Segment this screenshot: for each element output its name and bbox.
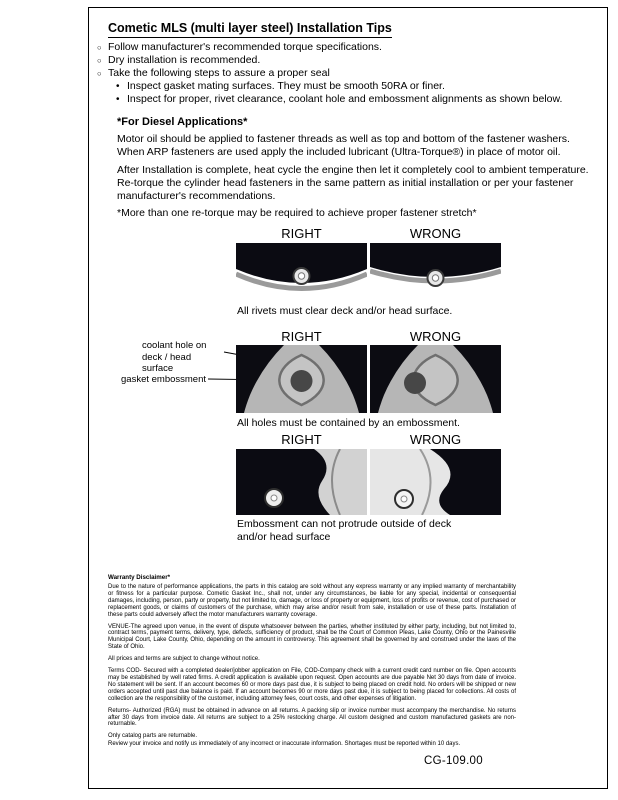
legal-paragraph: Review your invoice and notify us immediately of any incorrect or inaccurate information. Shortages must be reported within 10 days. bbox=[108, 741, 461, 748]
open-bullet-icon: ○ bbox=[97, 69, 102, 78]
rivet-clear-right-image bbox=[236, 243, 367, 300]
embossment-contained-right-image bbox=[236, 345, 367, 413]
open-bullet-icon: ○ bbox=[97, 56, 102, 65]
bullet-icon: • bbox=[116, 81, 120, 92]
figure3-wrong-label: WRONG bbox=[409, 432, 462, 447]
embossment-contained-wrong-image bbox=[370, 345, 501, 413]
diesel-paragraph-1: Motor oil should be applied to fastener threads as well as top and bottom of the fastener washers. When ARP fasteners are used apply the included lubricant (Ultra-Torque®) in place of motor oil. bbox=[117, 133, 570, 158]
diesel-applications-heading: *For Diesel Applications* bbox=[117, 116, 248, 128]
figure1-caption: All rivets must clear deck and/or head surface. bbox=[237, 305, 453, 317]
legal-paragraph: Returns- Authorized (RGA) must be obtained in advance on all returns. A packing slip or invoice number must accompany the merchandise. No returns after 30 days from invoice date. All returns are subject to a 25% restocking charge. All custom designed and custom manufactured gaskets are non-returnable. bbox=[108, 707, 516, 728]
embossment-protrude-wrong-image bbox=[370, 449, 501, 515]
figure1-wrong-label: WRONG bbox=[409, 226, 462, 241]
list-item: • Inspect for proper, rivet clearance, coolant hole and embossment alignments as shown below. bbox=[116, 93, 563, 105]
document-code: CG-109.00 bbox=[424, 755, 483, 767]
page-title: Cometic MLS (multi layer steel) Installation Tips bbox=[108, 21, 392, 38]
figure2-caption: All holes must be contained by an embossment. bbox=[237, 417, 460, 429]
figure3-caption: Embossment can not protrude outside of deck and/or head surface bbox=[237, 518, 452, 543]
figure1-right-panel bbox=[236, 243, 367, 300]
warranty-disclaimer-section bbox=[108, 574, 516, 753]
legal-paragraph: Due to the nature of performance applications, the parts in this catalog are sold without any express warranty or any implied warranty of merchantability or fitness for a particular purpose. Cometic Gasket Inc., shall not, under any circumstances, be liable for any special, incidental or consequential damages, including, person, party or property, but not limited to, damage, or loss of property or equipment, loss of profits or revenue, cost of purchased or replacement goods, or claims of customers of the purchase, which may arise and/or result from sale, installation or use of these parts. Installation of these parts could adversely affect the motor manufacturers warranty coverage. bbox=[108, 584, 516, 618]
list-item: ○ Dry installation is recommended. bbox=[97, 54, 261, 66]
rivet-clear-wrong-image bbox=[370, 243, 501, 300]
figure3-wrong-panel bbox=[370, 449, 501, 515]
warranty-disclaimer-heading: Warranty Disclaimer* bbox=[108, 574, 171, 581]
installation-tips-list bbox=[97, 41, 577, 106]
retorque-note: *More than one re-torque may be required to achieve proper fastener stretch* bbox=[117, 207, 477, 219]
figure2-wrong-label: WRONG bbox=[409, 329, 462, 344]
coolant-hole-callout: coolant hole on deck / head surface bbox=[142, 340, 207, 374]
figure2-right-label: RIGHT bbox=[281, 329, 322, 344]
figure2-right-panel bbox=[236, 345, 367, 413]
figure2-wrong-panel bbox=[370, 345, 501, 413]
gasket-embossment-callout: gasket embossment bbox=[121, 374, 207, 385]
figure1-right-label: RIGHT bbox=[281, 226, 322, 241]
list-item: ○ Follow manufacturer's recommended torque specifications. bbox=[97, 41, 382, 53]
legal-paragraph: VENUE-The agreed upon venue, in the event of dispute whatsoever between the parties, whether instituted by either party, including, but not limited to, contract terms, payment terms, delivery, type, defects, sufficiency of product, shall be the Court of Common Pleas, Lake County, Ohio or the Painesville Municipal Court, Lake County, Ohio, depending on the amount in controversy. This agreement shall be governed by and construed under the laws of the State of Ohio. bbox=[108, 623, 516, 651]
diesel-paragraph-2: After Installation is complete, heat cycle the engine then let it completely cool to ambient temperature. Re-torque the cylinder head fasteners in the same pattern as initial installation or per your fastener manufacturer's recommendations. bbox=[117, 164, 589, 202]
figure3-right-label: RIGHT bbox=[281, 432, 322, 447]
legal-paragraph: All prices and terms are subject to change without notice. bbox=[108, 656, 260, 663]
embossment-protrude-right-image bbox=[236, 449, 367, 515]
open-bullet-icon: ○ bbox=[97, 43, 102, 52]
bullet-icon: • bbox=[116, 94, 120, 105]
figure3-right-panel bbox=[236, 449, 367, 515]
legal-paragraph: Only catalog parts are returnable. bbox=[108, 733, 198, 740]
figure1-wrong-panel bbox=[370, 243, 501, 300]
legal-paragraph: Terms COD- Secured with a completed dealer/jobber application on File, COD-Company check with a current credit card number on file. Open accounts may be established by well rated firms. A credit application is available upon request. Open accounts are due payable Net 30 days from date of invoice. No statement will be sent. If an account becomes 60 or more days past due, it is subject to being placed on credit hold. No orders will be shipped or new orders accepted until past due balance is paid. If an account becomes 90 or more days past due, it is subject to being placed for collections. All costs of collection are the responsibility of the customer, including attorney fees, court costs, and other expenses of litigation. bbox=[108, 668, 516, 702]
list-item: ○ Take the following steps to assure a proper seal bbox=[97, 67, 330, 79]
list-item: • Inspect gasket mating surfaces. They must be smooth 50RA or finer. bbox=[116, 80, 445, 92]
